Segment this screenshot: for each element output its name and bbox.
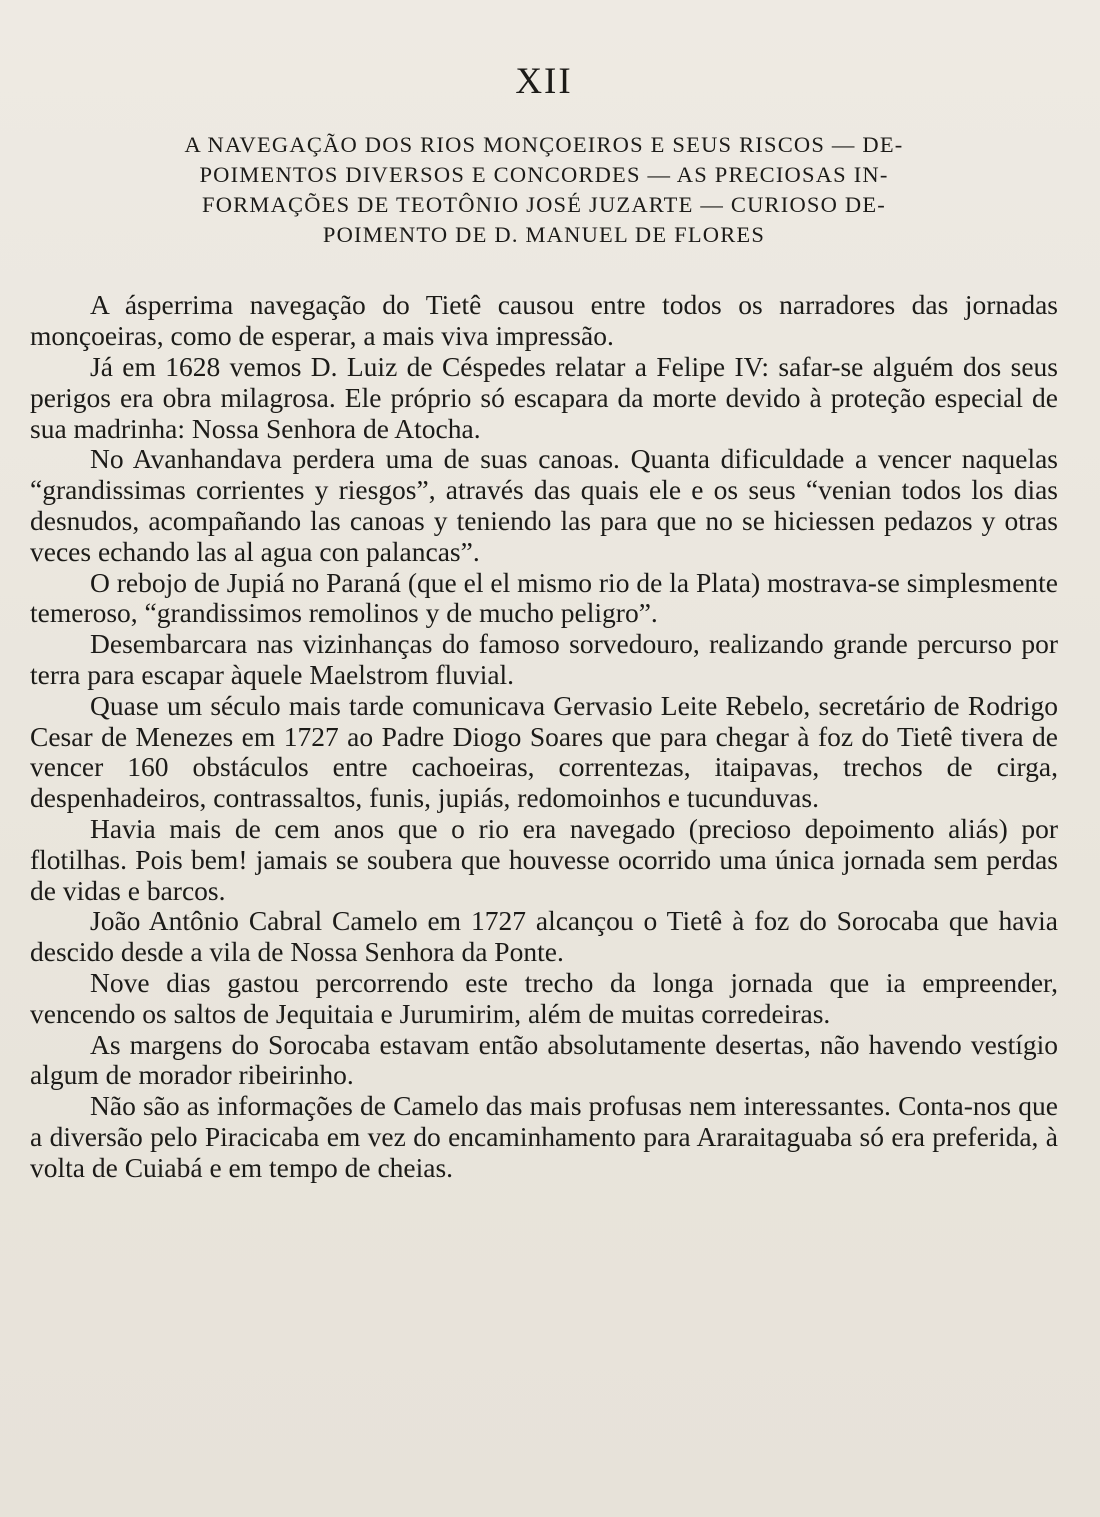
chapter-summary-line: A NAVEGAÇÃO DOS RIOS MONÇOEIROS E SEUS RISCOS — DE- xyxy=(184,132,904,158)
paragraph: As margens do Sorocaba estavam então absolutamente desertas, não havendo vestígio algum de morador ribeirinho. xyxy=(30,1028,1058,1091)
paragraph: Já em 1628 vemos D. Luiz de Céspedes relatar a Felipe IV: safar-se alguém dos seus perigos era obra milagrosa. Ele próprio só escapara da morte devido à proteção especial de sua madrinha: Nossa Senhora de Atocha. xyxy=(30,350,1058,444)
paragraph: Quase um século mais tarde comunicava Gervasio Leite Rebelo, secretário de Rodrigo Cesar de Menezes em 1727 ao Padre Diogo Soares que para chegar à foz do Tietê tivera de vencer 160 obstáculos entre cachoeiras, correntezas, itaipavas, trechos de cirga, despenhadeiros, contrassaltos, funis, jupiás, redomoinhos e tucunduvas. xyxy=(30,689,1058,814)
chapter-summary-line: POIMENTOS DIVERSOS E CONCORDES — AS PRECIOSAS IN- xyxy=(199,162,889,188)
paragraph: Havia mais de cem anos que o rio era navegado (precioso depoimento aliás) por flotilhas. Pois bem! jamais se soubera que houvesse ocorrido uma única jornada sem perdas de vidas e barcos. xyxy=(30,812,1058,906)
body-text xyxy=(30,290,1058,1183)
paragraph: No Avanhandava perdera uma de suas canoas. Quanta dificuldade a vencer naquelas “grandissimas corrientes y riesgos”, através das quais ele e os seus “venian todos los dias desnudos, acompañando las canoas y teniendo las para que no se hiciessen pedazos y otras veces echando las al agua con palancas”. xyxy=(30,443,1058,567)
paragraph: Não são as informações de Camelo das mais profusas nem interessantes. Conta-nos que a diversão pelo Piracicaba em vez do encaminhamento para Araraitaguaba só era preferida, à volta de Cuiabá e em tempo de cheias. xyxy=(30,1090,1058,1183)
paragraph: A ásperrima navegação do Tietê causou entre todos os narradores das jornadas monçoeiras, como de esperar, a mais viva impressão. xyxy=(30,289,1058,352)
paragraph: O rebojo de Jupiá no Paraná (que el el mismo rio de la Plata) mostrava-se simplesmente temeroso, “grandissimos remolinos y de mucho peligro”. xyxy=(30,566,1058,629)
chapter-number: XII xyxy=(515,61,573,102)
paragraph: Desembarcara nas vizinhanças do famoso sorvedouro, realizando grande percurso por terra para escapar àquele Maelstrom fluvial. xyxy=(30,628,1058,690)
paragraph: João Antônio Cabral Camelo em 1727 alcançou o Tietê à foz do Sorocaba que havia descido desde a vila de Nossa Senhora da Ponte. xyxy=(30,905,1058,968)
chapter-summary xyxy=(104,130,984,250)
chapter-summary-line: POIMENTO DE D. MANUEL DE FLORES xyxy=(322,222,766,248)
paragraph: Nove dias gastou percorrendo este trecho da longa jornada que ia empreender, vencendo os saltos de Jequitaia e Jurumirim, além de muitas corredeiras. xyxy=(30,966,1058,1029)
chapter-summary-line: FORMAÇÕES DE TEOTÔNIO JOSÉ JUZARTE — CURIOSO DE- xyxy=(202,192,886,218)
